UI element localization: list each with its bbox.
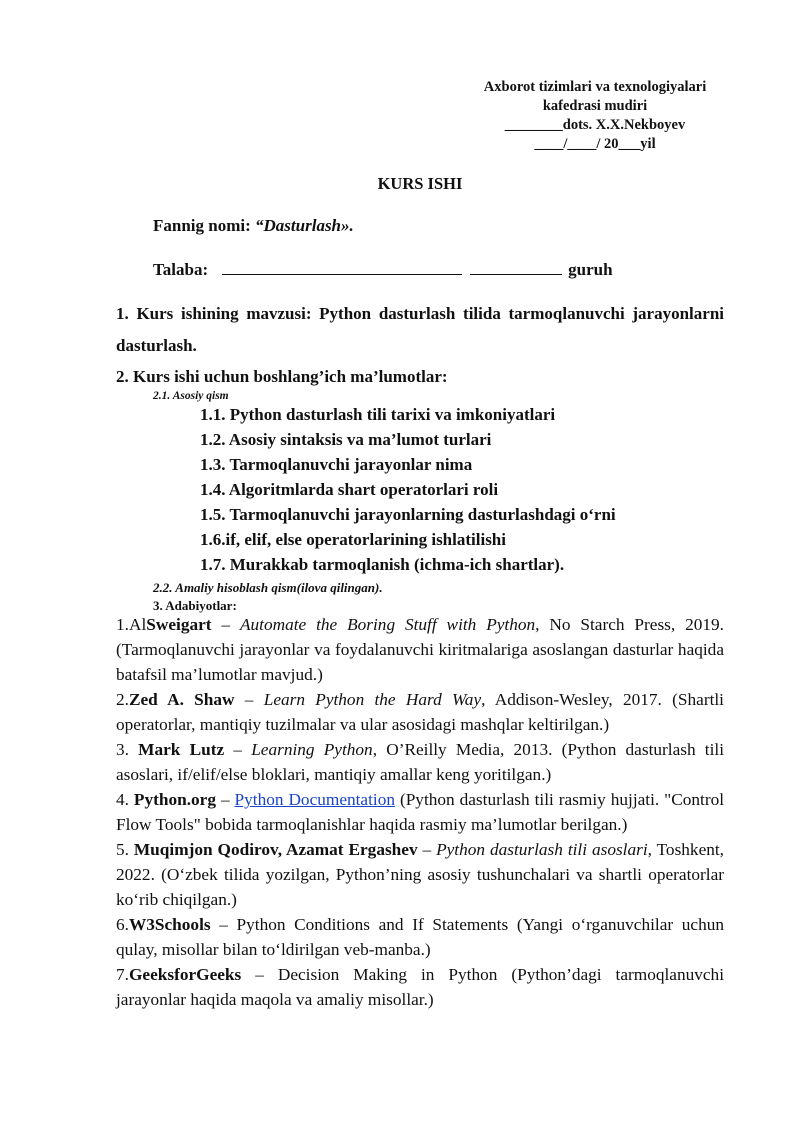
reference-author: Muqimjon Qodirov, Azamat Ergashev — [133, 840, 418, 859]
approval-block — [460, 78, 730, 154]
practical-part-label: 2.2. Amaliy hisoblash qism(ilova qilingan). — [153, 580, 383, 595]
group-number-blank — [470, 259, 562, 275]
approval-line-department: Axborot tizimlari va texnologiyalari — [483, 79, 707, 95]
reference-number: 6. — [116, 915, 129, 934]
reference-item — [116, 737, 724, 787]
reference-item — [116, 787, 724, 837]
reference-author: Mark Lutz — [138, 740, 225, 759]
subject-value: “Dasturlash». — [255, 216, 354, 235]
reference-author: Sweigart — [146, 615, 212, 634]
reference-details: , O’Reilly Media, 2013. (Python dasturlash tili asoslari, if/elif/else bloklari, mantiqiy amallar keng yoritilgan.) — [116, 740, 725, 784]
reference-number: 3. — [116, 740, 139, 759]
reference-author: W3Schools — [128, 915, 211, 934]
outline-item: 1.6.if, elif, else operatorlarining ishlatilishi — [200, 530, 506, 549]
reference-separator: – — [216, 790, 235, 809]
subject-line — [153, 216, 354, 236]
reference-item — [116, 612, 724, 687]
reference-number: 7. — [116, 965, 129, 984]
subject-label: Fannig nomi: — [153, 216, 251, 235]
reference-number: 1.Al — [116, 615, 147, 634]
reference-item — [116, 687, 724, 737]
outline-list — [200, 402, 616, 577]
reference-details: Python Conditions and If Statements (Yangi o‘rganuvchilar uchun qulay, misollar bilan to‘ldirilgan veb-manba.) — [116, 915, 724, 959]
approval-line-signatory: ________dots. X.X.Nekboyev — [504, 117, 686, 133]
reference-title: Automate the Boring Stuff with Python — [239, 615, 536, 634]
references-list — [116, 612, 724, 1012]
student-label: Talaba: — [153, 260, 209, 279]
reference-item — [116, 912, 724, 962]
reference-details: , Toshkent, 2022. (O‘zbek tilida yozilgan, Python’ning asosiy tushunchalari va shartli operatorlar ko‘rib chiqilgan.) — [116, 840, 725, 909]
student-name-blank — [222, 259, 462, 275]
outline-item: 1.3. Tarmoqlanuvchi jarayonlar nima — [200, 455, 473, 474]
course-topic: 1. Kurs ishining mavzusi: Python dasturlash tilida tarmoqlanuvchi jarayonlarni dasturlash. — [116, 304, 724, 355]
reference-title: Learn Python the Hard Way — [263, 690, 482, 709]
reference-separator: – — [241, 965, 278, 984]
reference-number: 4. — [116, 790, 134, 809]
outline-item: 1.7. Murakkab tarmoqlanish (ichma-ich shartlar). — [200, 555, 565, 574]
initial-data-heading: 2. Kurs ishi uchun boshlang’ich ma’lumotlar: — [116, 367, 448, 386]
reference-author: Zed A. Shaw — [128, 690, 235, 709]
python-documentation-link[interactable]: Python Documentation — [234, 790, 395, 809]
reference-separator: – — [224, 740, 252, 759]
reference-details: , Addison-Wesley, 2017. (Shartli operatorlar, mantiqiy tuzilmalar va ular asosidagi mashqlar keltirilgan.) — [116, 690, 724, 734]
reference-details: (Python dasturlash tili rasmiy hujjati. "Control Flow Tools" bobida tarmoqlanishlar haqida rasmiy ma’lumotlar berilgan.) — [116, 790, 725, 834]
student-line — [153, 259, 613, 280]
approval-line-position: kafedrasi mudiri — [542, 98, 648, 114]
reference-item — [116, 962, 724, 1012]
approval-line-date: ____/____/ 20___yil — [534, 136, 656, 152]
reference-separator: – — [234, 690, 264, 709]
reference-item — [116, 837, 724, 912]
outline-item: 1.4. Algoritmlarda shart operatorlari roli — [200, 480, 499, 499]
reference-number: 2. — [116, 690, 129, 709]
reference-title: Learning Python — [251, 740, 373, 759]
reference-separator: – — [417, 840, 437, 859]
main-part-label: 2.1. Asosiy qism — [153, 390, 229, 402]
outline-item: 1.1. Python dasturlash tili tarixi va imkoniyatlari — [200, 405, 556, 424]
reference-separator: – — [211, 615, 240, 634]
reference-details: Decision Making in Python (Python’dagi tarmoqlanuvchi jarayonlar haqida maqola va amaliy misollar.) — [116, 965, 724, 1009]
reference-separator: – — [210, 915, 237, 934]
group-label: guruh — [568, 260, 613, 279]
outline-item: 1.5. Tarmoqlanuvchi jarayonlarning dasturlashdagi o‘rni — [200, 505, 616, 524]
document-title: KURS ISHI — [377, 174, 463, 193]
reference-author: Python.org — [133, 790, 216, 809]
references-label: 3. Adabiyotlar: — [153, 598, 237, 613]
reference-details: , No Starch Press, 2019. (Tarmoqlanuvchi jarayonlar va foydalanuvchi kiritmalariga asoslangan dasturlar haqida batafsil ma’lumotlar mavjud.) — [116, 615, 724, 684]
reference-title: Python dasturlash tili asoslari — [436, 840, 648, 859]
outline-item: 1.2. Asosiy sintaksis va ma’lumot turlari — [200, 430, 492, 449]
reference-number: 5. — [116, 840, 134, 859]
reference-author: GeeksforGeeks — [128, 965, 242, 984]
